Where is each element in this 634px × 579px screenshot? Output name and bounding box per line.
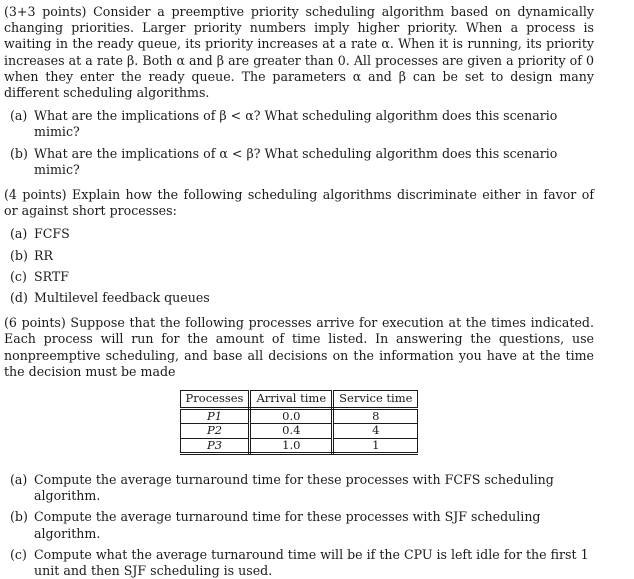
part-label: (b) bbox=[10, 509, 28, 525]
q1-intro: (3+3 points) Consider a preemptive priority scheduling algorithm based on dynamically changing priorities. Larger priority numbers imply higher priority. When a process is waiting in the ready queue, its priority increases at a rate α. When it is running, its priority increases at a rate β. Both α and β are greater than 0. All processes are given a priority of 0 when they enter the ready queue. The parameters α and β can be set to design many different scheduling algorithms. bbox=[4, 4, 594, 101]
column-header: Processes bbox=[180, 391, 250, 409]
part-text: What are the implications of β < α? What scheduling algorithm does this scenario mimic? bbox=[34, 108, 558, 140]
part-text: SRTF bbox=[34, 268, 70, 284]
arrival-cell: 1.0 bbox=[250, 438, 333, 454]
q1-part-a bbox=[4, 108, 594, 140]
part-text: Compute what the average turnaround time will be if the CPU is left idle for the first 1 unit and then SJF scheduling is used. bbox=[34, 546, 589, 579]
table-row bbox=[180, 424, 418, 439]
process-cell: P1 bbox=[180, 408, 250, 424]
table-row bbox=[180, 438, 418, 454]
document-page bbox=[4, 4, 594, 579]
part-text: FCFS bbox=[34, 226, 70, 242]
table-header-row bbox=[180, 391, 418, 409]
service-cell: 4 bbox=[333, 424, 418, 439]
q3-intro: (6 points) Suppose that the following processes arrive for execution at the times indicated. Each process will run for the amount of time listed. In answering the questions, use nonpreemptive scheduling, and base all decisions on the information you have at the time the decision must be made bbox=[4, 315, 594, 379]
service-cell: 8 bbox=[333, 408, 418, 424]
part-text: Compute the average turnaround time for these processes with FCFS scheduling algorithm. bbox=[34, 472, 554, 504]
part-label: (c) bbox=[10, 268, 27, 284]
process-cell: P3 bbox=[180, 438, 250, 454]
arrival-cell: 0.4 bbox=[250, 424, 333, 439]
part-label: (a) bbox=[10, 108, 28, 124]
q2-part-d bbox=[4, 290, 594, 306]
q2-part-c bbox=[4, 269, 594, 285]
arrival-cell: 0.0 bbox=[250, 408, 333, 424]
q2-part-a bbox=[4, 226, 594, 242]
column-header: Service time bbox=[333, 391, 418, 409]
part-text: Multilevel feedback queues bbox=[34, 290, 210, 306]
part-text: Compute the average turnaround time for these processes with SJF scheduling algorithm. bbox=[34, 509, 541, 541]
part-label: (b) bbox=[10, 247, 28, 263]
part-label: (a) bbox=[10, 472, 28, 488]
table-row bbox=[180, 408, 418, 424]
part-text: RR bbox=[34, 247, 53, 263]
q3-part-c bbox=[4, 547, 594, 579]
part-label: (c) bbox=[10, 546, 27, 562]
process-table bbox=[180, 390, 419, 455]
q2-part-b bbox=[4, 248, 594, 264]
q3-part-b bbox=[4, 509, 594, 541]
q1-part-b bbox=[4, 146, 594, 178]
process-cell: P2 bbox=[180, 424, 250, 439]
q2-intro: (4 points) Explain how the following scheduling algorithms discriminate either in favor of or against short processes: bbox=[4, 187, 594, 219]
part-text: What are the implications of α < β? What scheduling algorithm does this scenario mimic? bbox=[34, 145, 558, 177]
part-label: (b) bbox=[10, 145, 28, 161]
part-label: (d) bbox=[10, 290, 28, 306]
part-label: (a) bbox=[10, 226, 28, 242]
q3-part-a bbox=[4, 472, 594, 504]
service-cell: 1 bbox=[333, 438, 418, 454]
column-header: Arrival time bbox=[250, 391, 333, 409]
